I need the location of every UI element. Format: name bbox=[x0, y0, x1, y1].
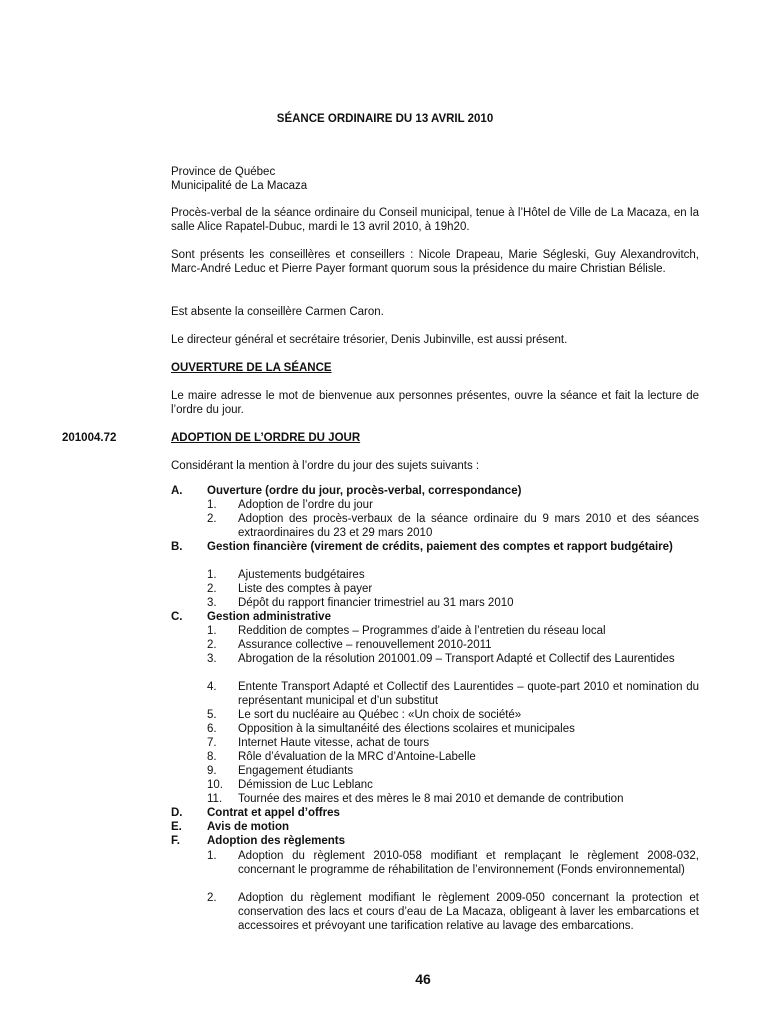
agenda-item: Liste des comptes à payer bbox=[238, 583, 373, 595]
director-paragraph: Le directeur général et secrétaire trésorier, Denis Jubinville, est aussi présent. bbox=[171, 334, 568, 346]
absent-paragraph: Est absente la conseillère Carmen Caron. bbox=[171, 306, 384, 318]
agenda-item: Dépôt du rapport financier trimestriel au 31 mars 2010 bbox=[238, 597, 514, 609]
agenda-item: Ajustements budgétaires bbox=[238, 569, 365, 581]
item-number: 6. bbox=[207, 723, 217, 735]
item-number: 5. bbox=[207, 709, 217, 721]
item-number: 3. bbox=[207, 597, 217, 609]
item-number: 1. bbox=[207, 850, 217, 862]
agenda-item: Adoption du règlement modifiant le règlement 2009-050 concernant la protection et conservation des lacs et cours d’eau de La Macaza, obligeant à laver les embarcations et accessoires et prévoyant une tarification relative au lavage des embarcations. bbox=[238, 892, 699, 932]
section-letter-b: B. bbox=[171, 541, 183, 553]
item-number: 2. bbox=[207, 639, 217, 651]
agenda-item: Internet Haute vitesse, achat de tours bbox=[238, 737, 430, 749]
section-letter-c: C. bbox=[171, 611, 183, 623]
agenda-item: Reddition de comptes – Programmes d’aide à l’entretien du réseau local bbox=[238, 625, 606, 637]
opening-text: Le maire adresse le mot de bienvenue aux personnes présentes, ouvre la séance et fait la lecture de l’ordre du jour. bbox=[171, 390, 699, 416]
agenda-item: Entente Transport Adapté et Collectif des Laurentides – quote-part 2010 et nomination du représentant municipal et d’un substitut bbox=[238, 681, 699, 707]
opening-heading: OUVERTURE DE LA SÉANCE bbox=[171, 362, 332, 374]
item-number: 3. bbox=[207, 653, 217, 665]
section-letter-e: E. bbox=[171, 821, 182, 833]
agenda-item: Adoption de l’ordre du jour bbox=[238, 499, 373, 511]
item-number: 1. bbox=[207, 569, 217, 581]
item-number: 10. bbox=[207, 779, 223, 791]
page-title: SÉANCE ORDINAIRE DU 13 AVRIL 2010 bbox=[276, 113, 494, 125]
item-number: 2. bbox=[207, 892, 217, 904]
agenda-item: Abrogation de la résolution 201001.09 – Transport Adapté et Collectif des Laurentides bbox=[238, 653, 675, 665]
intro-paragraph: Procès-verbal de la séance ordinaire du Conseil municipal, tenue à l’Hôtel de Ville de La Macaza, en la salle Alice Rapatel-Dubuc, mardi le 13 avril 2010, à 19h20. bbox=[171, 207, 699, 233]
agenda-item: Assurance collective – renouvellement 2010-2011 bbox=[238, 639, 492, 651]
section-letter-d: D. bbox=[171, 807, 183, 819]
municipality-line: Municipalité de La Macaza bbox=[171, 180, 308, 192]
province-line: Province de Québec bbox=[171, 166, 276, 178]
item-number: 7. bbox=[207, 737, 217, 749]
item-number: 8. bbox=[207, 751, 217, 763]
section-letter-f: F. bbox=[171, 835, 180, 847]
section-title-d: Contrat et appel d’offres bbox=[207, 807, 340, 819]
item-number: 1. bbox=[207, 625, 217, 637]
agenda-item: Rôle d’évaluation de la MRC d’Antoine-Labelle bbox=[238, 751, 476, 763]
resolution-lead: Considérant la mention à l’ordre du jour des sujets suivants : bbox=[171, 460, 480, 472]
page-number: 46 bbox=[415, 971, 431, 987]
agenda-item: Engagement étudiants bbox=[238, 765, 354, 777]
section-title-c: Gestion administrative bbox=[207, 611, 331, 623]
agenda-item: Adoption du règlement 2010-058 modifiant et remplaçant le règlement 2008-032, concernant le programme de réhabilitation de l’environnement (Fonds environnemental) bbox=[238, 850, 699, 876]
item-number: 1. bbox=[207, 499, 217, 511]
section-title-a: Ouverture (ordre du jour, procès-verbal, correspondance) bbox=[207, 485, 522, 497]
resolution-heading: ADOPTION DE L’ORDRE DU JOUR bbox=[171, 432, 361, 444]
agenda-item: Le sort du nucléaire au Québec : «Un choix de société» bbox=[238, 709, 522, 721]
agenda-item: Opposition à la simultanéité des élections scolaires et municipales bbox=[238, 723, 575, 735]
item-number: 4. bbox=[207, 681, 217, 693]
section-title-b: Gestion financière (virement de crédits, paiement des comptes et rapport budgétaire) bbox=[207, 541, 673, 553]
item-number: 11. bbox=[207, 793, 223, 805]
attendees-paragraph: Sont présents les conseillères et conseillers : Nicole Drapeau, Marie Ségleski, Guy Alexandrovitch, Marc-André Leduc et Pierre Payer formant quorum sous la présidence du maire Christian Bélisle. bbox=[171, 249, 699, 275]
agenda-item: Tournée des maires et des mères le 8 mai 2010 et demande de contribution bbox=[238, 793, 624, 805]
item-number: 9. bbox=[207, 765, 217, 777]
resolution-number: 201004.72 bbox=[62, 432, 117, 444]
section-letter-a: A. bbox=[171, 485, 183, 497]
item-number: 2. bbox=[207, 583, 217, 595]
section-title-e: Avis de motion bbox=[207, 821, 289, 833]
section-title-f: Adoption des règlements bbox=[207, 835, 346, 847]
item-number: 2. bbox=[207, 513, 217, 525]
agenda-item: Adoption des procès-verbaux de la séance ordinaire du 9 mars 2010 et des séances extraordinaires du 23 et 29 mars 2010 bbox=[238, 513, 699, 539]
agenda-item: Démission de Luc Leblanc bbox=[238, 779, 373, 791]
